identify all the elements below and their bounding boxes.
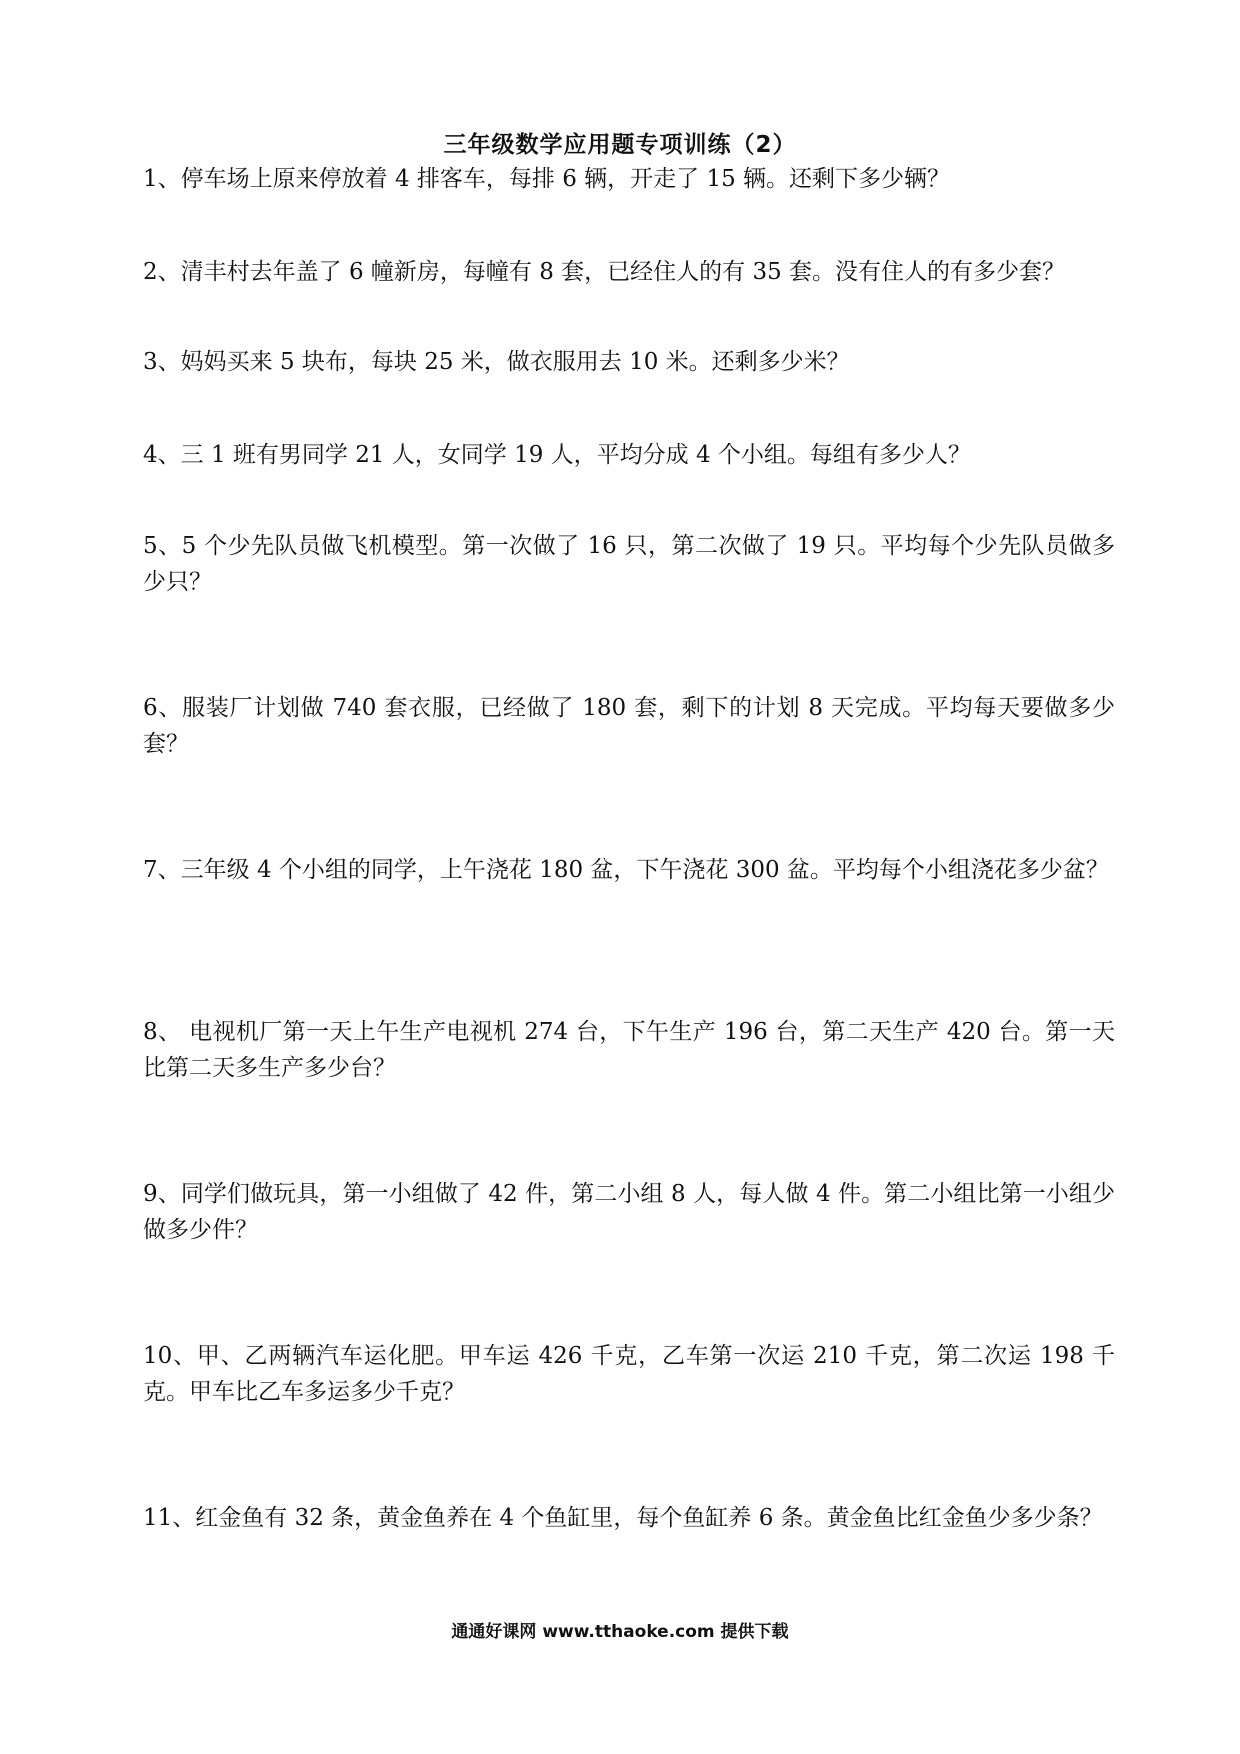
question-4: 4、三 1 班有男同学 21 人，女同学 19 人，平均分成 4 个小组。每组有多少人？: [143, 442, 971, 468]
question-1: 1、停车场上原来停放着 4 排客车，每排 6 辆，开走了 15 辆。还剩下多少辆？: [143, 166, 951, 192]
question-9: 9、同学们做玩具，第一小组做了 42 件，第二小组 8 人，每人做 4 件。第二小组比第一小组少做多少件？: [143, 1181, 1115, 1243]
question-3: 3、妈妈买来 5 块布，每块 25 米，做衣服用去 10 米。还剩多少米？: [143, 349, 850, 375]
question-10: 10、甲、乙两辆汽车运化肥。甲车运 426 千克，乙车第一次运 210 千克，第二次运 198 千克。甲车比乙车多运多少千克？: [143, 1343, 1115, 1405]
question-8: 8、 电视机厂第一天上午生产电视机 274 台，下午生产 196 台，第二天生产 420 台。第一天比第二天多生产多少台？: [143, 1019, 1115, 1081]
question-2: 2、清丰村去年盖了 6 幢新房，每幢有 8 套，已经住人的有 35 套。没有住人的有多少套？: [143, 259, 1066, 285]
question-11: 11、红金鱼有 32 条，黄金鱼养在 4 个鱼缸里，每个鱼缸养 6 条。黄金鱼比红金鱼少多少条？: [143, 1505, 1103, 1531]
question-7: 7、三年级 4 个小组的同学，上午浇花 180 盆，下午浇花 300 盆。平均每个小组浇花多少盆？: [143, 857, 1109, 883]
footer-credit: 通通好课网 www.tthaoke.com 提供下载: [451, 1622, 789, 1642]
question-5: 5、5 个少先队员做飞机模型。第一次做了 16 只，第二次做了 19 只。平均每个少先队员做多少只？: [143, 533, 1115, 595]
question-6: 6、服装厂计划做 740 套衣服，已经做了 180 套，剩下的计划 8 天完成。平均每天要做多少套？: [143, 695, 1115, 757]
page-title: 三年级数学应用题专项训练（2）: [443, 132, 797, 158]
